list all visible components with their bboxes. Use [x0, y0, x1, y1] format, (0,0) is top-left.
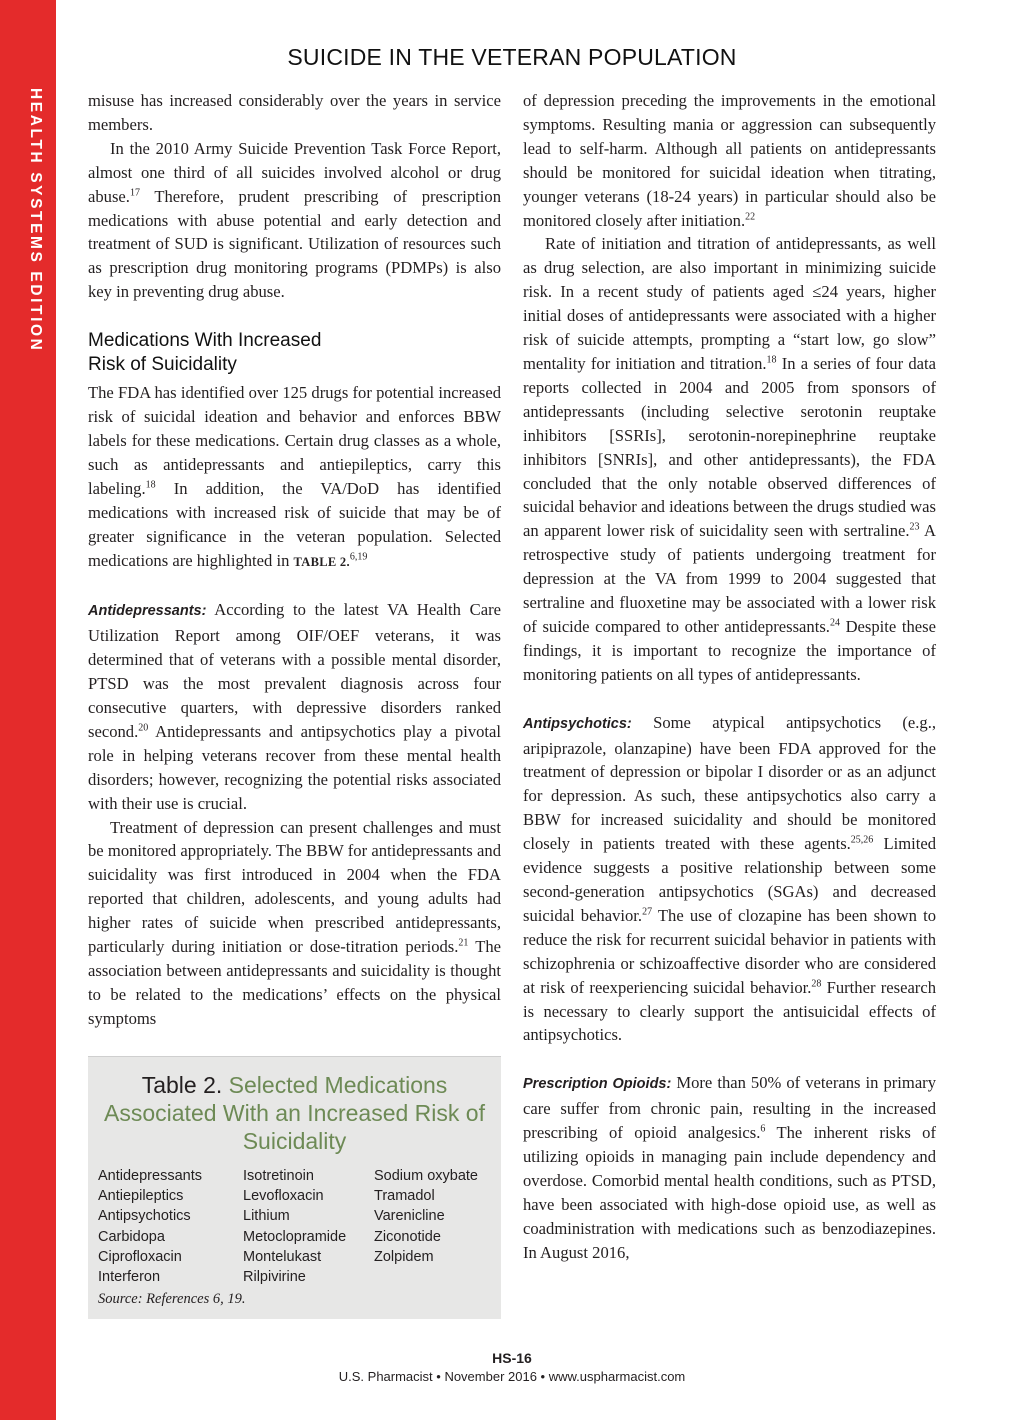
- text: Limited evidence suggests a positive relationship between some second-generation antipsychotics (SGAs) and decreased suicidal behavior.: [523, 834, 936, 925]
- table-column-1: [98, 1166, 202, 1287]
- paragraph: [88, 816, 501, 1031]
- reference: 6,19: [349, 550, 368, 562]
- text: In a series of four data reports collected in 2004 and 2005 from sponsors of antidepressants (including selective serotonin reuptake inhibitors [SSRIs], serotonin-norepinephrine reuptake inhibitors [SNRIs], and other antidepressants), the FDA concluded that the only notable observed differences of suicidal behavior and ideations between the drugs studied was an apparent lower risk of suicidality seen with sertraline.: [523, 353, 936, 541]
- text: Rate of initiation and titration of antidepressants, as well as drug selection, are also important in minimizing suicide risk. In a recent study of patients aged ≤24 years, higher initial doses of antidepressants were associated with a higher risk of suicide attempts, prompting a “start low, go slow” mentality for initiation and titration.: [523, 234, 936, 373]
- table-reference: TABLE 2.: [293, 554, 350, 569]
- heading-line: Risk of Suicidality: [88, 354, 237, 376]
- table-item: Antipsychotics: [98, 1208, 191, 1225]
- reference: 27: [642, 906, 653, 918]
- run-in-heading: Antipsychotics:: [523, 715, 632, 732]
- paragraph: [88, 598, 501, 815]
- table-item: Montelukast: [243, 1248, 322, 1265]
- reference: 21: [458, 937, 469, 949]
- run-in-heading: Antidepressants:: [88, 603, 207, 620]
- paragraph: [523, 89, 936, 232]
- table-item: Varenicline: [374, 1208, 445, 1225]
- text: Antidepressants and antipsychotics play a pivotal role in helping veterans recover from these mental health disorders; however, recognizing the potential risks associated with their use is crucial.: [88, 721, 501, 813]
- section-heading: [88, 329, 501, 377]
- reference: 24: [829, 617, 840, 629]
- table-item: Carbidopa: [98, 1228, 165, 1245]
- reference: 22: [745, 211, 756, 222]
- table-item: Isotretinoin: [243, 1168, 314, 1184]
- table-title-lead: Table 2.: [141, 1072, 223, 1098]
- paragraph: [523, 1071, 936, 1264]
- table-item: Ciprofloxacin: [98, 1248, 182, 1265]
- text: In the 2010 Army Suicide Prevention Task Force Report, almost one third of all suicides involved alcohol or drug abuse.: [88, 138, 501, 206]
- sidebar-label: HEALTH SYSTEMS EDITION: [27, 88, 44, 353]
- text: Treatment of depression can present challenges and must be monitored appropriately. The BBW for antidepressants and suicidality was first introduced in 2004 when the FDA reported that children, adolescents, and young adults had higher rates of suicide when prescribed antidepressants, particularly during initiation or dose-titration periods.: [88, 817, 501, 957]
- table-item: Metoclopramide: [243, 1228, 347, 1245]
- text: Despite these findings, it is important to recognize the importance of monitoring patients on all types of antidepressants.: [523, 616, 936, 684]
- table-item: Antiepileptics: [98, 1188, 184, 1205]
- text: of depression preceding the improvements in the emotional symptoms. Resulting mania or aggression can subsequently lead to self-harm. Although all patients on antidepressants should be monitored for suicidal ideation when titrating, younger veterans (18-24 years) in particular should also be monitored closely after initiation.: [523, 91, 936, 230]
- table-title-text: Selected Medications Associated With an Increased Risk of Suicidality: [104, 1072, 485, 1154]
- table-2: [88, 1056, 501, 1319]
- text: The use of clozapine has been shown to reduce the risk for recurrent suicidal behavior in patients with schizophrenia or schizoaffective disorder who are considered at risk of reexperiencing suicidal behavior.: [523, 905, 936, 997]
- text: The FDA has identified over 125 drugs for potential increased risk of suicidal ideation and behavior and enforces BBW labels for these medications. Certain drug classes as a whole, such as antidepressants and antiepileptics, carry this labeling.: [88, 383, 501, 498]
- paragraph: [523, 232, 936, 686]
- run-in-heading: Prescription Opioids:: [523, 1076, 672, 1093]
- right-column: [523, 89, 936, 1265]
- reference: 25,26: [850, 834, 874, 846]
- table-item: Lithium: [243, 1208, 290, 1225]
- text: Therefore, prudent prescribing of prescription medications with abuse potential and early detection and treatment of SUD is significant. Utilization of resources such as prescription drug monitoring programs (PDMPs) is also key in preventing drug abuse.: [88, 186, 501, 302]
- paragraph: misuse has increased considerably over the years in service members.: [88, 91, 501, 134]
- table-title: [88, 1071, 501, 1155]
- table-source: Source: References 6, 19.: [98, 1291, 246, 1307]
- reference: 28: [811, 978, 822, 990]
- text: According to the latest VA Health Care Utilization Report among OIF/OEF veterans, it was determined that of veterans with a possible mental disorder, PTSD was the most prevalent diagnosis across four consecutive quarters, with depressive disorders ranked second.: [88, 600, 501, 741]
- footer-credit: U.S. Pharmacist • November 2016 • www.uspharmacist.com: [338, 1369, 686, 1384]
- table-item: Antidepressants: [98, 1168, 202, 1184]
- paragraph: [88, 137, 501, 304]
- running-head: SUICIDE IN THE VETERAN POPULATION: [287, 44, 737, 70]
- reference: 23: [909, 521, 920, 533]
- sidebar-band: [0, 0, 56, 1420]
- text: In addition, the VA/DoD has identified medications with increased risk of suicide that may be of greater significance in the veteran population. Selected medications are highlighted in: [88, 478, 501, 570]
- table-column-2: [243, 1166, 346, 1287]
- table-item: Zolpidem: [374, 1248, 434, 1265]
- text: The inherent risks of utilizing opioids in managing pain include dependency and overdose. Comorbid mental health conditions, such as PTSD, have been associated with high-dose opioid use, as well as coadministration with medications such as benzodiazepines. In August 2016,: [523, 1123, 936, 1262]
- text: Further research is necessary to clearly support the antisuicidal effects of antipsychotics.: [523, 977, 936, 1045]
- left-column: [88, 89, 501, 1031]
- text: More than 50% of veterans in primary care suffer from chronic pain, resulting in the increased prescribing of opioid analgesics.: [523, 1073, 937, 1143]
- text: The association between antidepressants and suicidality is thought to be related to the medications’ effects on the physical symptoms: [88, 937, 501, 1028]
- table-item: Rilpivirine: [243, 1269, 306, 1286]
- reference: 18: [145, 479, 156, 491]
- heading-line: Medications With Increased: [88, 330, 322, 352]
- table-item: Levofloxacin: [243, 1188, 324, 1205]
- paragraph: [523, 711, 936, 1048]
- table-item: Ziconotide: [374, 1228, 441, 1245]
- reference: 17: [129, 187, 140, 199]
- table-item: Interferon: [98, 1269, 161, 1286]
- reference: 18: [766, 354, 777, 366]
- reference: 20: [138, 722, 149, 734]
- text: A retrospective study of patients undergoing treatment for depression at the VA from 1999 to 2004 suggested that sertraline and fluoxetine may be associated with a lower risk of suicide compared to other antidepressants.: [523, 521, 937, 636]
- table-column-3: [374, 1166, 478, 1267]
- table-item: Tramadol: [374, 1188, 435, 1205]
- paragraph: [88, 381, 501, 574]
- page-number: HS-16: [492, 1350, 532, 1366]
- table-item: Sodium oxybate: [374, 1168, 478, 1184]
- text: Some atypical antipsychotics (e.g., aripiprazole, olanzapine) have been FDA approved for the treatment of depression or bipolar I disorder or as an adjunct for depression. As such, these antipsychotics also carry a BBW for increased suicidality and should be monitored closely in patients treated with these agents.: [523, 712, 936, 854]
- reference: 6: [760, 1123, 766, 1135]
